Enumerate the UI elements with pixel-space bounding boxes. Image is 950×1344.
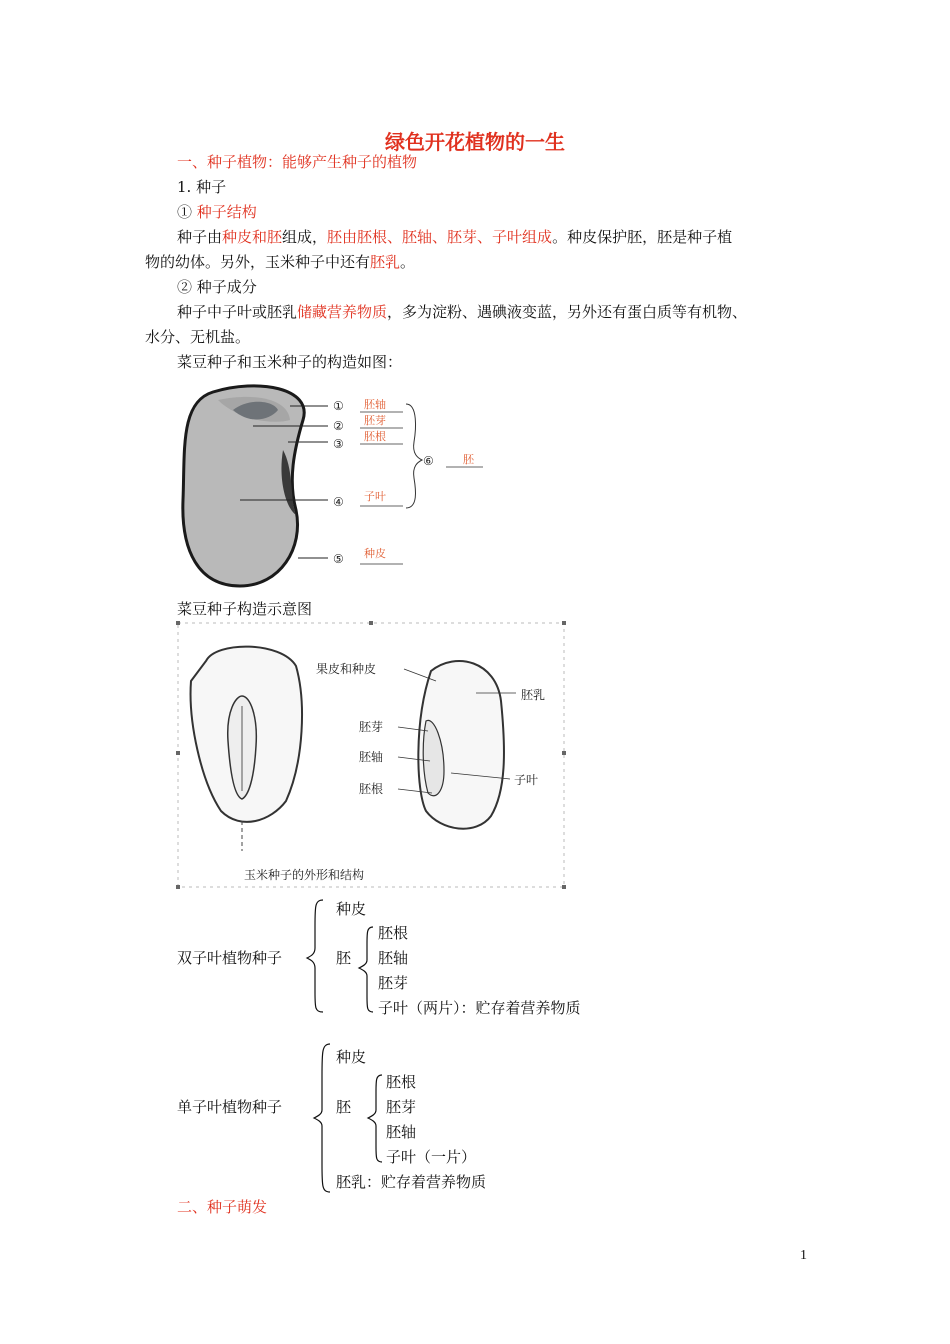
- bean-answer-1: 胚轴: [364, 398, 386, 411]
- paragraph-composition-line2: 水分、无机盐。: [145, 328, 251, 346]
- highlight-text: 胚由胚根、胚轴、胚芽、子叶组成: [327, 228, 553, 246]
- dicot-part-cotyledon: 子叶（两片）：贮存着营养物质: [378, 999, 581, 1017]
- monocot-seed-label: 单子叶植物种子: [177, 1098, 283, 1116]
- corn-label-endosperm: 胚乳: [521, 688, 546, 702]
- bean-answer-2: 胚芽: [364, 414, 386, 427]
- bean-caption: 菜豆种子构造示意图: [177, 600, 313, 618]
- text-run: 。种皮保护胚，胚是种子植: [552, 228, 733, 246]
- text-run: 。: [400, 253, 416, 271]
- text-run: 组成，: [282, 228, 328, 246]
- monocot-part-hypocotyl: 胚轴: [386, 1123, 417, 1141]
- dicot-embryo-brace: [355, 924, 379, 1014]
- bean-answer-4: 子叶: [364, 490, 386, 503]
- bean-seed-figure: [178, 380, 488, 590]
- dicot-embryo: 胚: [336, 949, 352, 967]
- subheading-seed: 1. 种子: [177, 178, 227, 196]
- page-title: 绿色开花植物的一生: [385, 130, 565, 154]
- section-heading-1: 一、种子植物：能够产生种子的植物: [177, 153, 418, 171]
- text-run: ，多为淀粉、遇碘液变蓝，另外还有蛋白质等有机物、: [387, 303, 748, 321]
- monocot-part-radicle: 胚根: [386, 1073, 417, 1091]
- dicot-seed-coat: 种皮: [336, 900, 367, 918]
- circled-number-1: ①: [177, 203, 193, 221]
- circled-number-2: ②: [177, 278, 193, 296]
- bean-answer-5: 种皮: [364, 547, 386, 560]
- structure-heading-text: 种子结构: [196, 203, 257, 221]
- corn-label-pericarp: 果皮和种皮: [316, 662, 377, 676]
- dicot-part-radicle: 胚根: [378, 924, 409, 942]
- structure-heading: [177, 202, 257, 222]
- composition-heading: [177, 277, 257, 297]
- highlight-text: 储藏营养物质: [297, 303, 388, 321]
- corn-label-plumule: 胚芽: [359, 720, 384, 734]
- corn-label-cotyledon: 子叶: [514, 773, 539, 787]
- corn-label-radicle: 胚根: [359, 782, 384, 796]
- bean-number-3: ③: [333, 437, 344, 451]
- text-run: 种子由: [177, 228, 223, 246]
- dicot-part-plumule: 胚芽: [378, 974, 409, 992]
- monocot-embryo: 胚: [336, 1098, 352, 1116]
- bean-answer-3: 胚根: [364, 430, 386, 443]
- page-number: 1: [800, 1248, 807, 1263]
- bean-number-5: ⑤: [333, 552, 344, 566]
- bean-number-4: ④: [333, 495, 344, 509]
- bean-number-2: ②: [333, 419, 344, 433]
- composition-heading-text: 种子成分: [196, 278, 257, 296]
- corn-seed-figure: [176, 621, 566, 889]
- monocot-part-plumule: 胚芽: [386, 1098, 417, 1116]
- dicot-seed-label: 双子叶植物种子: [177, 949, 283, 967]
- bean-answer-6: 胚: [463, 453, 474, 466]
- bean-number-6: ⑥: [423, 454, 434, 468]
- text-run: 物的幼体。另外，玉米种子中还有: [145, 253, 371, 271]
- paragraph-structure-line2: [145, 252, 415, 272]
- figure-intro: 菜豆种子和玉米种子的构造如图：: [177, 353, 403, 371]
- bean-number-1: ①: [333, 399, 344, 413]
- corn-label-hypocotyl: 胚轴: [359, 750, 384, 764]
- paragraph-composition-line1: [177, 302, 747, 322]
- paragraph-structure-line1: [177, 227, 732, 247]
- monocot-seed-coat: 种皮: [336, 1048, 367, 1066]
- dicot-part-hypocotyl: 胚轴: [378, 949, 409, 967]
- monocot-embryo-brace: [362, 1072, 386, 1164]
- highlight-text: 胚乳: [370, 253, 401, 271]
- section-heading-2: 二、种子萌发: [177, 1198, 268, 1216]
- corn-figure-caption: 玉米种子的外形和结构: [244, 868, 365, 882]
- monocot-endosperm: 胚乳：贮存着营养物质: [336, 1173, 487, 1191]
- text-run: 种子中子叶或胚乳: [177, 303, 298, 321]
- monocot-part-cotyledon: 子叶（一片）: [386, 1148, 477, 1166]
- highlight-text: 种皮和胚: [222, 228, 283, 246]
